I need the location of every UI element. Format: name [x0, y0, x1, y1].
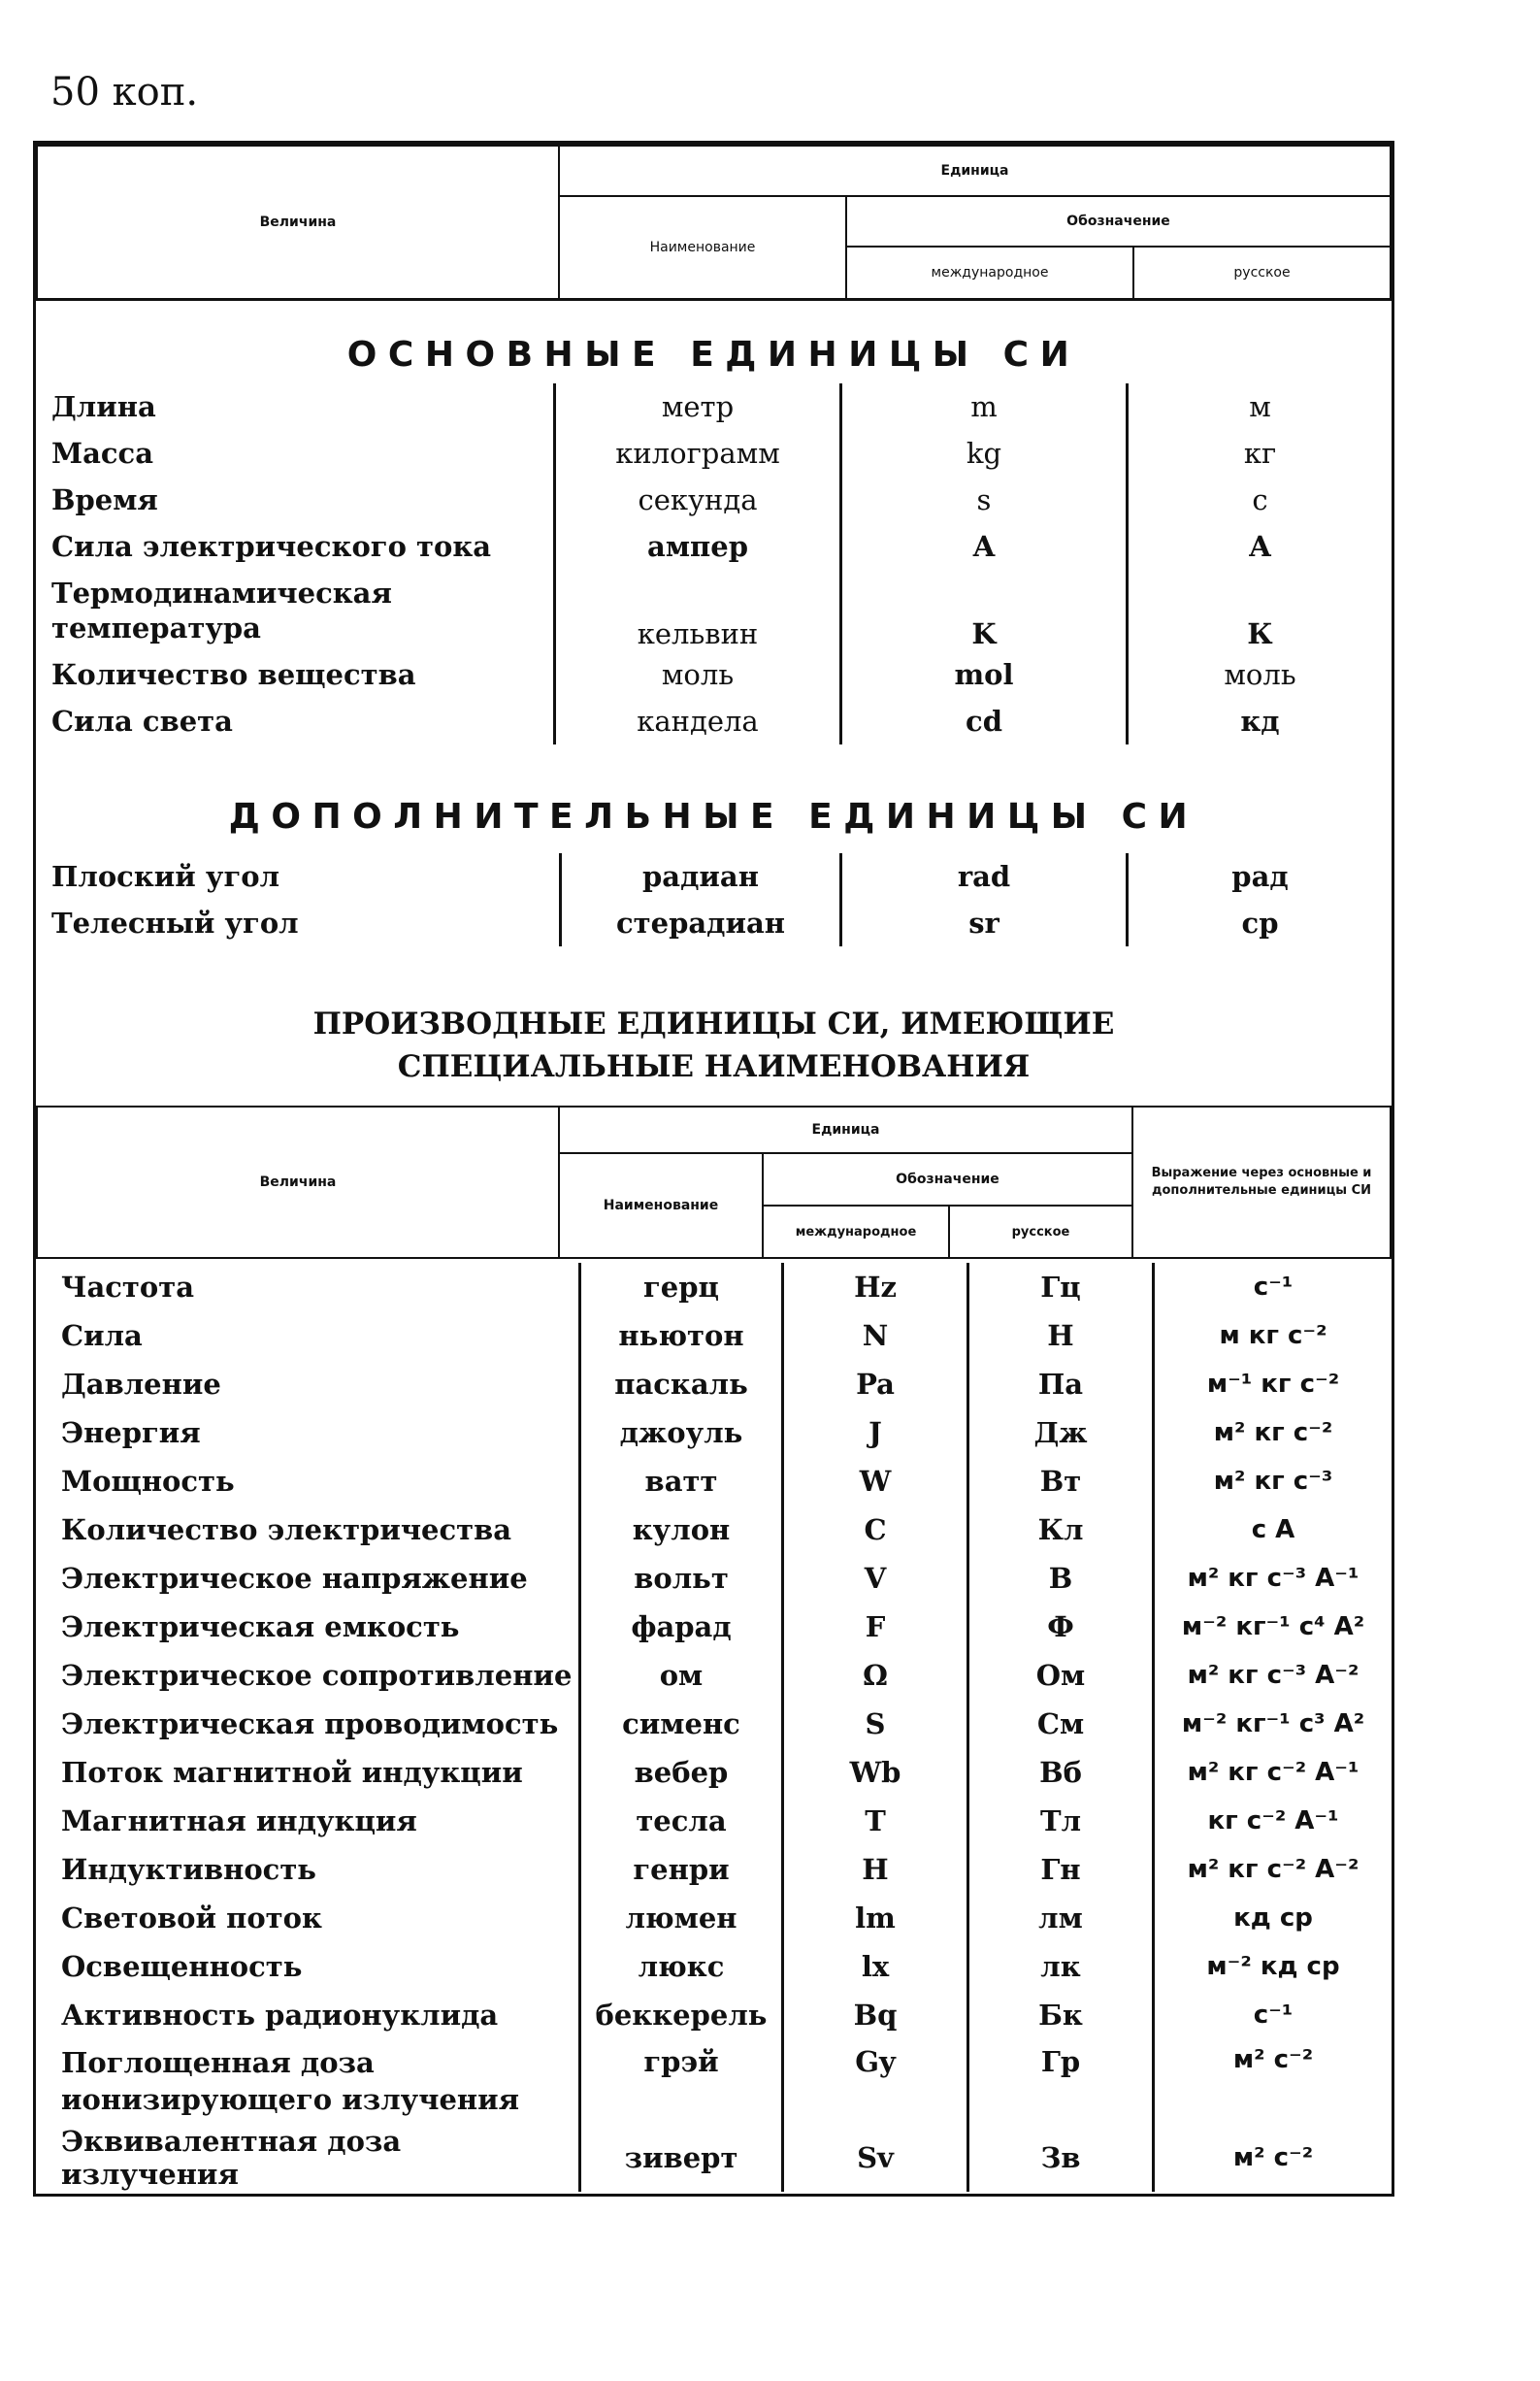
rus-cell: кг	[1128, 430, 1393, 477]
quantity-cell: Электрическая проводимость	[61, 1707, 559, 1740]
table-row	[36, 651, 1392, 698]
header-russian: русское	[949, 1206, 1132, 1258]
table-row	[36, 1700, 1392, 1748]
table-row	[36, 1311, 1392, 1360]
quantity-cell: Электрическое сопротивление	[61, 1659, 573, 1692]
expression-cell: м⁻² кг⁻¹ с³ А²	[1154, 1700, 1393, 1748]
intl-cell: F	[783, 1603, 968, 1651]
quantity-cell: Время	[51, 483, 158, 516]
quantity-cell: Давление	[61, 1368, 221, 1401]
quantity-cell: Сила электрического тока	[51, 530, 492, 563]
table-row	[36, 1991, 1392, 2039]
rus-cell: Кл	[968, 1505, 1154, 1554]
table-row	[36, 1894, 1392, 1942]
intl-cell: s	[841, 477, 1128, 523]
table-row	[36, 1845, 1392, 1894]
quantity-cell: Термодинамическая температура	[51, 577, 392, 645]
expression-cell: кд ср	[1154, 1894, 1393, 1942]
rus-cell: Гц	[968, 1263, 1154, 1311]
quantity-cell: Масса	[51, 437, 153, 470]
name-cell: грэй	[580, 2039, 783, 2124]
intl-cell: S	[783, 1700, 968, 1748]
quantity-cell: Телесный угол	[51, 907, 299, 940]
derived-units-title: ПРОИЗВОДНЫЕ ЕДИНИЦЫ СИ, ИМЕЮЩИЕ СПЕЦИАЛЬНЫЕ НАИМЕНОВАНИЯ	[312, 1007, 1115, 1084]
quantity-cell: Активность радионуклида	[61, 1999, 499, 2032]
table-row	[36, 1797, 1392, 1845]
name-cell: ньютон	[580, 1311, 783, 1360]
name-cell: вольт	[580, 1554, 783, 1603]
expression-cell: м² с⁻²	[1154, 2124, 1393, 2192]
intl-cell: Pa	[783, 1360, 968, 1408]
intl-cell: kg	[841, 430, 1128, 477]
rus-cell: Ом	[968, 1651, 1154, 1700]
rus-cell: Н	[968, 1311, 1154, 1360]
table-row	[36, 853, 1392, 900]
rus-cell: Бк	[968, 1991, 1154, 2039]
intl-cell: rad	[841, 853, 1128, 900]
rus-cell: К	[1128, 570, 1393, 651]
expression-cell: м² кг с⁻² А⁻¹	[1154, 1748, 1393, 1797]
name-cell: моль	[555, 651, 841, 698]
quantity-cell: Поток магнитной индукции	[61, 1756, 523, 1789]
expression-cell: м⁻² кд ср	[1154, 1942, 1393, 1991]
intl-cell: cd	[841, 698, 1128, 744]
quantity-cell: Магнитная индукция	[61, 1804, 417, 1837]
table-row	[36, 1942, 1392, 1991]
quantity-cell: Количество электричества	[61, 1513, 512, 1546]
table-row	[36, 1554, 1392, 1603]
table-row	[36, 2039, 1392, 2124]
header-expression: Выражение через основные и дополнительные единицы СИ	[1132, 1107, 1391, 1258]
supplementary-units-title: ДОПОЛНИТЕЛЬНЫЕ ЕДИНИЦЫ СИ	[228, 797, 1199, 837]
table-row	[36, 1505, 1392, 1554]
name-cell: вебер	[580, 1748, 783, 1797]
quantity-cell: Эквивалентная доза излучения	[61, 2125, 402, 2191]
quantity-cell: Длина	[51, 390, 156, 423]
header-designation: Обозначение	[846, 196, 1391, 247]
expression-cell: м⁻¹ кг с⁻²	[1154, 1360, 1393, 1408]
name-cell: зиверт	[580, 2124, 783, 2192]
base-header	[36, 145, 1392, 300]
rus-cell: В	[968, 1554, 1154, 1603]
intl-cell: lm	[783, 1894, 968, 1942]
rus-cell: Гн	[968, 1845, 1154, 1894]
rus-cell: Ф	[968, 1603, 1154, 1651]
rus-cell: Вт	[968, 1457, 1154, 1505]
intl-cell: Hz	[783, 1263, 968, 1311]
intl-cell: Ω	[783, 1651, 968, 1700]
name-cell: тесла	[580, 1797, 783, 1845]
rus-cell: Зв	[968, 2124, 1154, 2192]
table-row	[36, 570, 1392, 651]
quantity-cell: Мощность	[61, 1465, 235, 1498]
header-russian: русское	[1133, 247, 1391, 299]
rus-cell: См	[968, 1700, 1154, 1748]
quantity-cell: Индуктивность	[61, 1853, 316, 1886]
quantity-cell: Электрическое напряжение	[61, 1562, 528, 1595]
supplementary-units-table	[36, 853, 1392, 946]
table-row	[36, 383, 1392, 430]
rus-cell: Дж	[968, 1408, 1154, 1457]
name-cell: радиан	[561, 853, 841, 900]
divider	[36, 298, 1392, 301]
name-cell: ампер	[555, 523, 841, 570]
name-cell: кельвин	[555, 570, 841, 651]
rus-cell: лк	[968, 1942, 1154, 1991]
table-row	[36, 430, 1392, 477]
quantity-cell: Поглощенная доза ионизирующего излучения	[61, 2046, 520, 2116]
name-cell: секунда	[555, 477, 841, 523]
table-row	[36, 1603, 1392, 1651]
rus-cell: Тл	[968, 1797, 1154, 1845]
name-cell: люкс	[580, 1942, 783, 1991]
table-row	[36, 1651, 1392, 1700]
name-cell: стерадиан	[561, 900, 841, 946]
name-cell: джоуль	[580, 1408, 783, 1457]
expression-cell: м² кг с⁻² А⁻²	[1154, 1845, 1393, 1894]
table-row	[36, 1263, 1392, 1311]
expression-cell: с А	[1154, 1505, 1393, 1554]
header-name: Наименование	[559, 1153, 763, 1258]
expression-cell: м кг с⁻²	[1154, 1311, 1393, 1360]
intl-cell: lx	[783, 1942, 968, 1991]
quantity-cell: Освещенность	[61, 1950, 303, 1983]
name-cell: сименс	[580, 1700, 783, 1748]
rus-cell: А	[1128, 523, 1393, 570]
quantity-cell: Световой поток	[61, 1901, 322, 1935]
base-units-table	[36, 383, 1392, 744]
intl-cell: C	[783, 1505, 968, 1554]
table-row	[36, 523, 1392, 570]
derived-units-table	[36, 1263, 1392, 2192]
table-row	[36, 1457, 1392, 1505]
table-row	[36, 900, 1392, 946]
intl-cell: Sv	[783, 2124, 968, 2192]
expression-cell: с⁻¹	[1154, 1991, 1393, 2039]
quantity-cell: Сила света	[51, 705, 233, 738]
quantity-cell: Частота	[61, 1271, 194, 1304]
expression-cell: м⁻² кг⁻¹ с⁴ А²	[1154, 1603, 1393, 1651]
quantity-cell: Энергия	[61, 1416, 201, 1449]
name-cell: генри	[580, 1845, 783, 1894]
intl-cell: H	[783, 1845, 968, 1894]
rus-cell: Гр	[968, 2039, 1154, 2124]
name-cell: фарад	[580, 1603, 783, 1651]
table-row	[36, 698, 1392, 744]
name-cell: герц	[580, 1263, 783, 1311]
rus-cell: ср	[1128, 900, 1393, 946]
expression-cell: кг с⁻² А⁻¹	[1154, 1797, 1393, 1845]
intl-cell: Wb	[783, 1748, 968, 1797]
base-units-title: ОСНОВНЫЕ ЕДИНИЦЫ СИ	[346, 335, 1081, 375]
header-international: международное	[763, 1206, 949, 1258]
name-cell: беккерель	[580, 1991, 783, 2039]
quantity-cell: Плоский угол	[51, 860, 280, 893]
header-unit: Единица	[559, 1107, 1132, 1153]
rus-cell: моль	[1128, 651, 1393, 698]
derived-header	[36, 1106, 1392, 1259]
quantity-cell: Сила	[61, 1319, 143, 1352]
expression-cell: м² кг с⁻³ А⁻¹	[1154, 1554, 1393, 1603]
intl-cell: T	[783, 1797, 968, 1845]
rus-cell: Вб	[968, 1748, 1154, 1797]
rus-cell: рад	[1128, 853, 1393, 900]
intl-cell: V	[783, 1554, 968, 1603]
name-cell: метр	[555, 383, 841, 430]
name-cell: паскаль	[580, 1360, 783, 1408]
name-cell: кулон	[580, 1505, 783, 1554]
price-label: 50 коп.	[50, 70, 199, 115]
expression-cell: с⁻¹	[1154, 1263, 1393, 1311]
name-cell: ом	[580, 1651, 783, 1700]
rus-cell: м	[1128, 383, 1393, 430]
quantity-cell: Электрическая емкость	[61, 1610, 460, 1643]
header-designation: Обозначение	[763, 1153, 1132, 1206]
intl-cell: W	[783, 1457, 968, 1505]
name-cell: килограмм	[555, 430, 841, 477]
table-row	[36, 2124, 1392, 2192]
table-row	[36, 1408, 1392, 1457]
expression-cell: м² кг с⁻³ А⁻²	[1154, 1651, 1393, 1700]
name-cell: люмен	[580, 1894, 783, 1942]
expression-cell: м² кг с⁻²	[1154, 1408, 1393, 1457]
units-table-sheet	[33, 141, 1394, 2197]
intl-cell: m	[841, 383, 1128, 430]
intl-cell: N	[783, 1311, 968, 1360]
name-cell: кандела	[555, 698, 841, 744]
header-unit: Единица	[559, 146, 1391, 196]
header-quantity: Величина	[37, 146, 559, 299]
rus-cell: с	[1128, 477, 1393, 523]
intl-cell: Bq	[783, 1991, 968, 2039]
header-name: Наименование	[559, 196, 846, 299]
rus-cell: Па	[968, 1360, 1154, 1408]
intl-cell: Gy	[783, 2039, 968, 2124]
rus-cell: кд	[1128, 698, 1393, 744]
expression-cell: м² кг с⁻³	[1154, 1457, 1393, 1505]
quantity-cell: Количество вещества	[51, 658, 416, 691]
table-row	[36, 1748, 1392, 1797]
intl-cell: mol	[841, 651, 1128, 698]
table-row	[36, 1360, 1392, 1408]
intl-cell: K	[841, 570, 1128, 651]
rus-cell: лм	[968, 1894, 1154, 1942]
table-row	[36, 477, 1392, 523]
intl-cell: A	[841, 523, 1128, 570]
intl-cell: J	[783, 1408, 968, 1457]
name-cell: ватт	[580, 1457, 783, 1505]
header-quantity: Величина	[37, 1107, 559, 1258]
header-international: международное	[846, 247, 1133, 299]
intl-cell: sr	[841, 900, 1128, 946]
expression-cell: м² с⁻²	[1154, 2039, 1393, 2124]
